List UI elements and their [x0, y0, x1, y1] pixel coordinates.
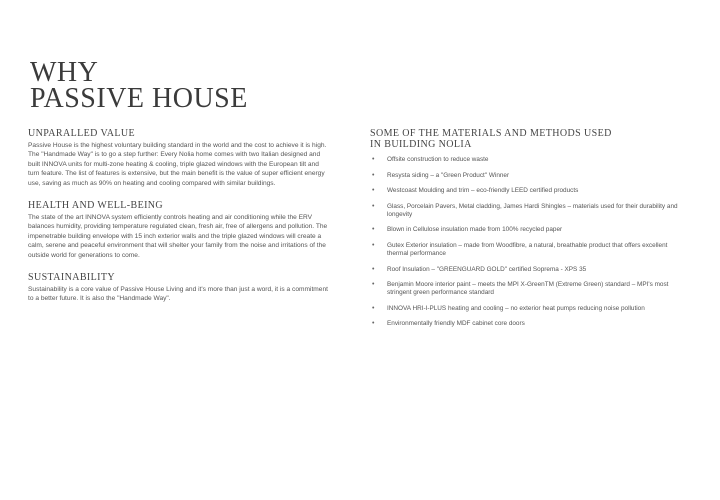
bullet-icon: • [372, 304, 375, 312]
materials-list-item [370, 305, 690, 313]
materials-item-text: Offsite construction to reduce waste [387, 156, 489, 163]
materials-list [370, 156, 690, 328]
materials-heading-line2: IN BUILDING NOLIA [370, 139, 472, 150]
section-body: The state of the art INNOVA system efficiently controls heating and air conditioning while the ERV balances humidity, providing temperature regulated clean, fresh air, free of allergens and pollution. The impenetrable building envelope with 15 inch exterior walls and the triple glazed windows will create a calm, serene and peaceful environment that will shelter your family from the noise and irritations of the outside world for generations to come. [28, 214, 328, 259]
bullet-icon: • [372, 265, 375, 273]
materials-item-text: Environmentally friendly MDF cabinet core doors [387, 320, 525, 328]
materials-item-text: Glass, Porcelain Pavers, Metal cladding, James Hardi Shingles – materials used for their durability and longevity [387, 202, 678, 218]
left-column [28, 128, 328, 316]
bullet-icon: • [372, 171, 375, 179]
materials-list-item [370, 242, 690, 258]
materials-list-item [370, 156, 690, 164]
materials-list-item [370, 187, 690, 195]
page-title-line2: PASSIVE HOUSE [30, 83, 248, 114]
page-title [30, 57, 248, 114]
section-body: Passive House is the highest voluntary building standard in the world and the cost to achieve it is high. The "Handmade Way" is to go a step further: Every Nolia home comes with two Italian designed and built INNOVA units for multi-zone heating & cooling, triple glazed windows with the European tilt and turn feature. The list of features is extensive, but the main benefit is the value of super efficient energy use, saving as much as 90% on heating and cooling compared with similar buildings. [28, 142, 327, 187]
materials-list-item [370, 266, 690, 274]
section-heading: HEALTH AND WELL-BEING [28, 200, 164, 212]
materials-item-text: INNOVA HRI-I-PLUS heating and cooling – no exterior heat pumps reducing noise pollution [387, 304, 645, 312]
right-column [370, 128, 690, 336]
materials-item-text: Roof Insulation – "GREENGUARD GOLD" certified Soprema - XPS 35 [387, 265, 587, 273]
materials-item-text: Benjamin Moore interior paint – meets the MPI X-GreenTM (Extreme Green) standard – MPI's most stringent green performance standard [387, 281, 669, 297]
bullet-icon: • [372, 241, 375, 249]
materials-list-item [370, 203, 690, 219]
section-heading: UNPARALLED VALUE [28, 128, 136, 139]
materials-item-text: Gutex Exterior insulation – made from Woodfibre, a natural, breathable product that offers excellent thermal performance [387, 241, 668, 257]
materials-list-item [370, 320, 690, 328]
materials-item-text: Blown in Cellulose insulation made from 100% recycled paper [387, 226, 563, 234]
bullet-icon: • [372, 320, 375, 328]
materials-list-item [370, 226, 690, 234]
section-body: Sustainability is a core value of Passive House Living and it's more than just a word, it is a commitment to a better future. It is also the "Handmade Way". [28, 286, 328, 303]
section-health-well-being [28, 200, 328, 260]
bullet-icon: • [372, 187, 375, 195]
section-sustainability [28, 272, 328, 304]
bullet-icon: • [372, 226, 375, 234]
page-title-line1: WHY [30, 57, 99, 88]
materials-heading [370, 128, 690, 150]
bullet-icon: • [372, 202, 375, 210]
materials-item-text: Resysta siding – a "Green Product" Winner [387, 171, 510, 179]
section-heading: SUSTAINABILITY [28, 272, 116, 284]
section-unparalled-value [28, 128, 328, 188]
materials-list-item [370, 172, 690, 180]
bullet-icon: • [372, 281, 375, 289]
materials-heading-line1: SOME OF THE MATERIALS AND METHODS USED [370, 128, 612, 139]
materials-list-item [370, 281, 690, 297]
bullet-icon: • [372, 156, 375, 163]
materials-item-text: Westcoast Moulding and trim – eco-friendly LEED certified products [387, 187, 579, 195]
